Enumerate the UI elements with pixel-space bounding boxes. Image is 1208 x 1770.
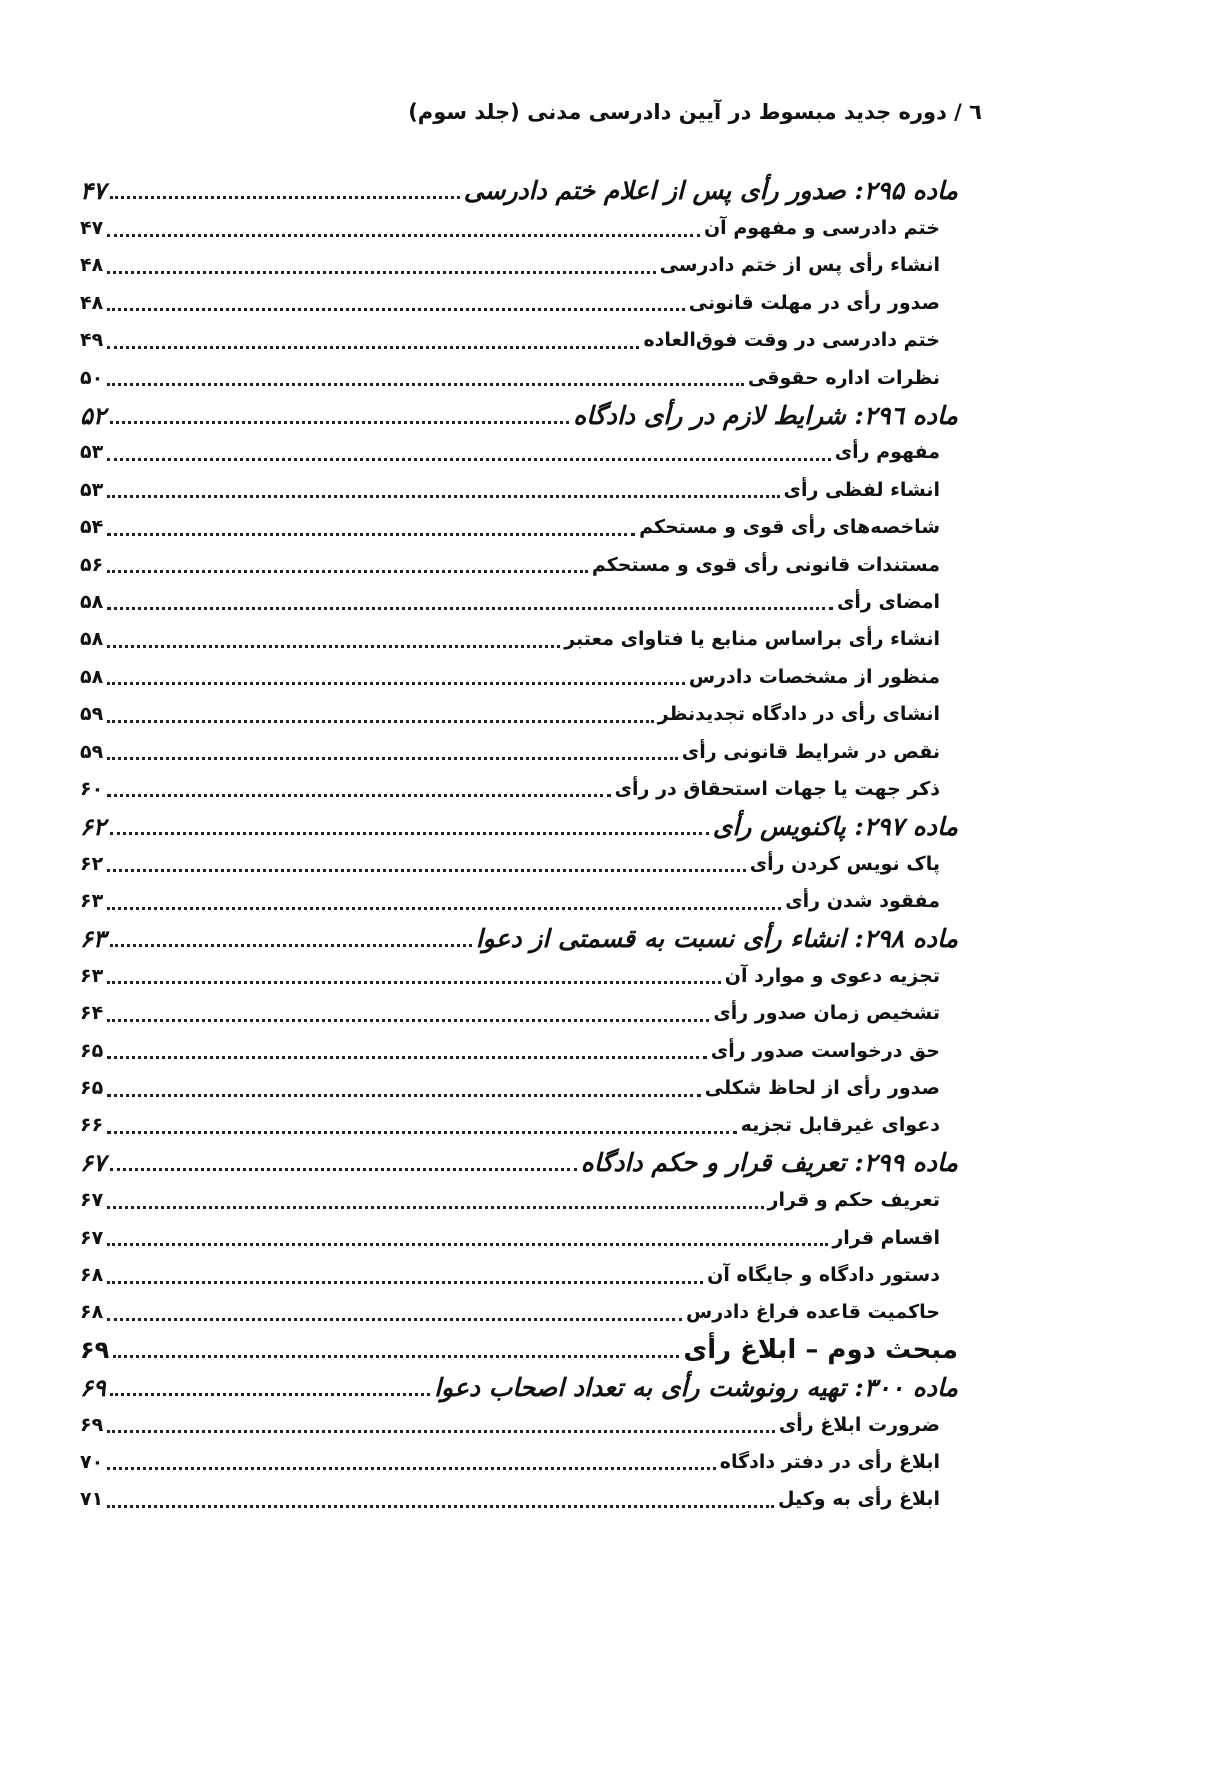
toc-entry-title: انشاء رأی پس از ختم دادرسی: [659, 254, 940, 277]
toc-entry-item: [80, 658, 940, 695]
toc-entry-item: [80, 434, 940, 471]
toc-entry-title: دعوای غیرقابل تجزیه: [740, 1114, 940, 1137]
toc-entry-title: مبحث دوم – ابلاغ رأی: [683, 1334, 958, 1365]
toc-entry-title: انشاء رأی براساس منابع یا فتاوای معتبر: [564, 628, 940, 651]
toc-entry-item: [80, 1294, 940, 1331]
toc-entry-article: [80, 1369, 958, 1406]
toc-entry-title: ماده ۲۹۸: انشاء رأی نسبت به قسمتی از دعوا: [475, 924, 958, 953]
toc-entry-item: [80, 957, 940, 994]
toc-entry-page-number: ۷۱: [80, 1488, 104, 1511]
toc-entry-title: ختم دادرسی در وقت فوق‌العاده: [643, 329, 940, 352]
dot-leader: [107, 757, 678, 760]
toc-entry-page-number: ۶۳: [80, 924, 106, 953]
toc-entry-item: [80, 733, 940, 770]
toc-entry-title: صدور رأی در مهلت قانونی: [688, 291, 940, 314]
dot-leader: [107, 1131, 736, 1134]
dot-leader: [107, 1281, 703, 1284]
toc-entry-item: [80, 621, 940, 658]
toc-entry-page-number: ۵۸: [80, 590, 104, 613]
toc-entry-page-number: ۴۷: [80, 176, 106, 206]
toc-entry-section: [80, 1331, 958, 1368]
toc-entry-item: [80, 995, 940, 1032]
dot-leader: [107, 308, 685, 311]
dot-leader: [107, 1206, 763, 1209]
toc-entry-page-number: ۶۹: [80, 1372, 106, 1402]
toc-entry-title: صدور رأی از لحاظ شکلی: [704, 1077, 940, 1100]
toc-entry-title: ختم دادرسی و مفهوم آن: [703, 217, 940, 240]
toc-entry-title: حق درخواست صدور رأی: [710, 1039, 940, 1062]
toc-entry-page-number: ۶۲: [80, 811, 106, 841]
toc-entry-title: تشخیص زمان صدور رأی: [713, 1002, 940, 1025]
toc-entry-page-number: ۶۶: [80, 1114, 104, 1137]
toc-entry-title: ابلاغ رأی در دفتر دادگاه: [719, 1450, 940, 1473]
dot-leader: [107, 981, 721, 984]
toc-entry-item: [80, 247, 940, 284]
toc-entry-title: ضرورت ابلاغ رأی: [778, 1413, 940, 1436]
toc-entry-page-number: ۶۸: [80, 1301, 104, 1324]
toc-entry-title: تجزیه دعوی و موارد آن: [724, 964, 940, 987]
toc-entry-article: [80, 396, 958, 433]
toc-entry-page-number: ۶۳: [80, 964, 104, 987]
toc-entry-item: [80, 359, 940, 396]
toc-entry-page-number: ۵۰: [80, 366, 104, 389]
dot-leader: [107, 495, 779, 498]
dot-leader: [107, 1505, 774, 1508]
toc-entry-item: [80, 1481, 940, 1518]
toc-entry-title: تعریف حکم و قرار: [767, 1189, 940, 1212]
dot-leader: [107, 383, 744, 386]
toc-entry-article: [80, 808, 958, 845]
dot-leader: [107, 346, 639, 349]
toc-entry-page-number: ۶۸: [80, 1264, 104, 1287]
dot-leader: [110, 421, 569, 424]
toc-entry-title: اقسام قرار: [832, 1226, 940, 1249]
dot-leader: [107, 1019, 709, 1022]
toc-entry-title: مستندات قانونی رأی قوی و مستحکم: [591, 553, 940, 576]
dot-leader: [107, 869, 745, 872]
toc-entry-title: حاکمیت قاعده فراغ دادرس: [686, 1301, 940, 1324]
toc-entry-item: [80, 1069, 940, 1106]
toc-entry-page-number: ۵۹: [80, 703, 104, 726]
toc-entry-item: [80, 1107, 940, 1144]
dot-leader: [110, 196, 460, 199]
toc-entry-page-number: ۶۹: [80, 1413, 104, 1436]
toc-entry-item: [80, 209, 940, 246]
dot-leader: [107, 570, 588, 573]
dot-leader: [110, 832, 709, 835]
dot-leader: [107, 682, 685, 685]
toc-entry-page-number: ۵۶: [80, 553, 104, 576]
dot-leader: [110, 1168, 577, 1171]
running-header: ٦ / دوره جدید مبسوط در آیین دادرسی مدنی (جلد سوم): [408, 100, 982, 124]
table-of-contents: [0, 172, 1208, 1518]
toc-entry-title: ماده ۲۹۵: صدور رأی پس از اعلام ختم دادرسی: [463, 176, 958, 206]
toc-entry-item: [80, 1219, 940, 1256]
toc-entry-title: دستور دادگاه و جایگاه آن: [707, 1264, 940, 1287]
toc-entry-item: [80, 770, 940, 807]
toc-entry-page-number: ۶۳: [80, 890, 104, 913]
toc-entry-item: [80, 322, 940, 359]
dot-leader: [107, 607, 833, 610]
toc-entry-title: مفهوم رأی: [834, 441, 940, 464]
toc-entry-page-number: ۴۹: [80, 329, 104, 352]
dot-leader: [107, 533, 635, 536]
toc-entry-title: ابلاغ رأی به وکیل: [778, 1488, 940, 1511]
toc-entry-article: [80, 920, 958, 957]
toc-entry-page-number: ۶۰: [80, 777, 104, 800]
toc-entry-page-number: ۴۸: [80, 254, 104, 277]
toc-entry-page-number: ۵۴: [80, 516, 104, 539]
dot-leader: [107, 1094, 701, 1097]
toc-entry-page-number: ۴۷: [80, 217, 104, 240]
toc-entry-title: ماده ۲۹٦: شرایط لازم در رأی دادگاه: [573, 400, 958, 430]
toc-entry-page-number: ۶۲: [80, 852, 104, 875]
toc-entry-title: پاک نویس کردن رأی: [749, 852, 940, 875]
dot-leader: [107, 1243, 828, 1246]
toc-entry-title: ماده ۲۹۷: پاکنویس رأی: [712, 811, 958, 841]
toc-entry-page-number: ۴۸: [80, 291, 104, 314]
dot-leader: [107, 1430, 775, 1433]
dot-leader: [107, 794, 610, 797]
toc-entry-page-number: ۶۹: [80, 1335, 110, 1364]
dot-leader: [107, 720, 653, 723]
toc-entry-item: [80, 284, 940, 321]
toc-entry-title: انشای رأی در دادگاه تجدیدنظر: [657, 703, 940, 726]
toc-entry-page-number: ۵۳: [80, 441, 104, 464]
dot-leader: [113, 1355, 679, 1358]
toc-entry-item: [80, 845, 940, 882]
toc-entry-page-number: ۵۲: [80, 400, 106, 430]
toc-entry-page-number: ۷۰: [80, 1450, 104, 1473]
toc-entry-item: [80, 1032, 940, 1069]
toc-entry-title: انشاء لفظی رأی: [783, 478, 940, 501]
toc-entry-title: امضای رأی: [836, 590, 940, 613]
dot-leader: [107, 1318, 682, 1321]
dot-leader: [110, 944, 472, 947]
dot-leader: [110, 1393, 430, 1396]
toc-entry-article: [80, 1144, 958, 1181]
toc-entry-title: نقص در شرایط قانونی رأی: [681, 740, 940, 763]
dot-leader: [107, 1467, 716, 1470]
toc-entry-item: [80, 1406, 940, 1443]
dot-leader: [107, 1056, 707, 1059]
toc-entry-item: [80, 546, 940, 583]
toc-entry-page-number: ۵۹: [80, 740, 104, 763]
toc-entry-page-number: ۵۸: [80, 628, 104, 651]
toc-entry-item: [80, 471, 940, 508]
toc-entry-article: [80, 172, 958, 209]
dot-leader: [107, 271, 655, 274]
toc-entry-title: شاخصه‌های رأی قوی و مستحکم: [639, 516, 940, 539]
toc-entry-page-number: ۵۸: [80, 665, 104, 688]
toc-entry-title: ذکر جهت یا جهات استحقاق در رأی: [614, 777, 940, 800]
toc-entry-item: [80, 882, 940, 919]
toc-entry-item: [80, 1182, 940, 1219]
toc-entry-title: ماده ۳۰۰: تهیه رونوشت رأی به تعداد اصحاب دعوا: [434, 1372, 958, 1402]
toc-entry-page-number: ۶۴: [80, 1002, 104, 1025]
dot-leader: [107, 907, 781, 910]
toc-entry-title: ماده ۲۹۹: تعریف قرار و حکم دادگاه: [580, 1148, 958, 1178]
toc-entry-page-number: ۶۷: [80, 1189, 104, 1212]
toc-entry-page-number: ۵۳: [80, 478, 104, 501]
toc-entry-item: [80, 583, 940, 620]
toc-entry-page-number: ۶۷: [80, 1148, 106, 1178]
toc-entry-title: منظور از مشخصات دادرس: [688, 665, 940, 688]
dot-leader: [107, 645, 560, 648]
toc-entry-title: مفقود شدن رأی: [785, 890, 940, 913]
toc-entry-item: [80, 509, 940, 546]
dot-leader: [107, 234, 700, 237]
toc-entry-page-number: ۶۵: [80, 1039, 104, 1062]
toc-entry-item: [80, 1443, 940, 1480]
toc-entry-item: [80, 1256, 940, 1293]
dot-leader: [107, 458, 830, 461]
toc-entry-item: [80, 695, 940, 732]
toc-entry-page-number: ۶۷: [80, 1226, 104, 1249]
toc-entry-page-number: ۶۵: [80, 1077, 104, 1100]
toc-entry-title: نظرات اداره حقوقی: [747, 366, 940, 389]
